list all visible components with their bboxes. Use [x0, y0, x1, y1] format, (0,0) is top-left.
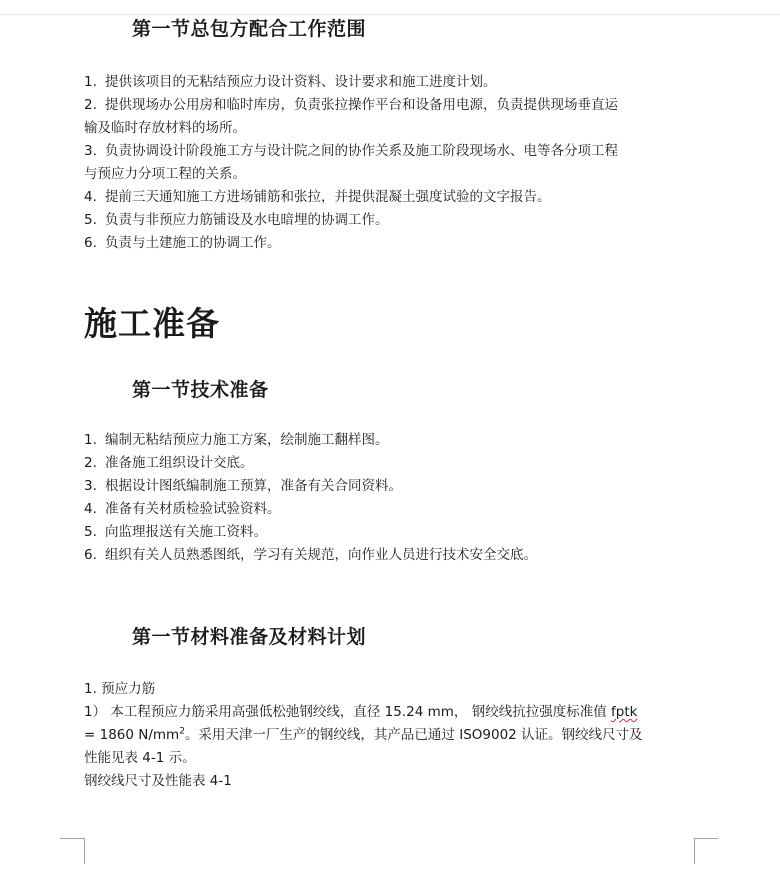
tech-prep-list	[84, 429, 700, 567]
page-top-edge	[0, 0, 780, 15]
crop-mark	[694, 838, 718, 839]
table-caption: 钢绞线尺寸及性能表 4-1	[84, 773, 232, 789]
crop-mark	[694, 838, 695, 864]
list-item: 4. 准备有关材质检验试验资料。	[84, 501, 281, 517]
section-heading-scope: 第一节总包方配合工作范围	[132, 18, 367, 40]
list-item: 6. 负责与土建施工的协调工作。	[84, 235, 281, 251]
spellcheck-underlined-term: fptk	[611, 704, 638, 720]
list-item-continuation: 输及临时存放材料的场所。	[84, 120, 246, 136]
scope-list	[84, 71, 700, 255]
paragraph-line: 1） 本工程预应力筋采用高强低松弛钢绞线，直径 15.24 mm， 钢绞线抗拉强度标准值 fptk	[84, 704, 638, 720]
list-item: 3. 负责协调设计阶段施工方与设计院之间的协作关系及施工阶段现场水、电等各分项工程	[84, 143, 618, 159]
list-item-continuation: 与预应力分项工程的关系。	[84, 166, 246, 182]
list-item: 4. 提前三天通知施工方进场铺筋和张拉，并提供混凝土强度试验的文字报告。	[84, 189, 551, 205]
materials-body	[84, 678, 700, 793]
crop-mark	[60, 838, 84, 839]
section-heading-tech-prep: 第一节技术准备	[132, 379, 269, 401]
list-item: 3. 根据设计图纸编制施工预算，准备有关合同资料。	[84, 478, 402, 494]
list-item: 2. 提供现场办公用房和临时库房，负责张拉操作平台和设备用电源，负责提供现场垂直运	[84, 97, 618, 113]
chapter-title: 施工准备	[84, 304, 220, 343]
section-heading-materials: 第一节材料准备及材料计划	[132, 626, 367, 648]
paragraph-line: 性能见表 4-1 示。	[84, 750, 196, 766]
subheading-prestressed-tendon: 1. 预应力筋	[84, 681, 156, 697]
list-item: 5. 向监理报送有关施工资料。	[84, 524, 267, 540]
list-item: 1. 提供该项目的无粘结预应力设计资料、设计要求和施工进度计划。	[84, 74, 497, 90]
list-item: 1. 编制无粘结预应力施工方案，绘制施工翻样图。	[84, 432, 389, 448]
list-item: 6. 组织有关人员熟悉图纸，学习有关规范，向作业人员进行技术安全交底。	[84, 547, 537, 563]
paragraph-line: = 1860 $N/mm^2$。采用天津一厂生产的钢绞线，其产品已通过 ISO9002 认证。钢绞线尺寸及	[84, 726, 643, 743]
crop-mark	[84, 838, 85, 864]
list-item: 5. 负责与非预应力筋铺设及水电暗埋的协调工作。	[84, 212, 389, 228]
list-item: 2. 准备施工组织设计交底。	[84, 455, 254, 471]
